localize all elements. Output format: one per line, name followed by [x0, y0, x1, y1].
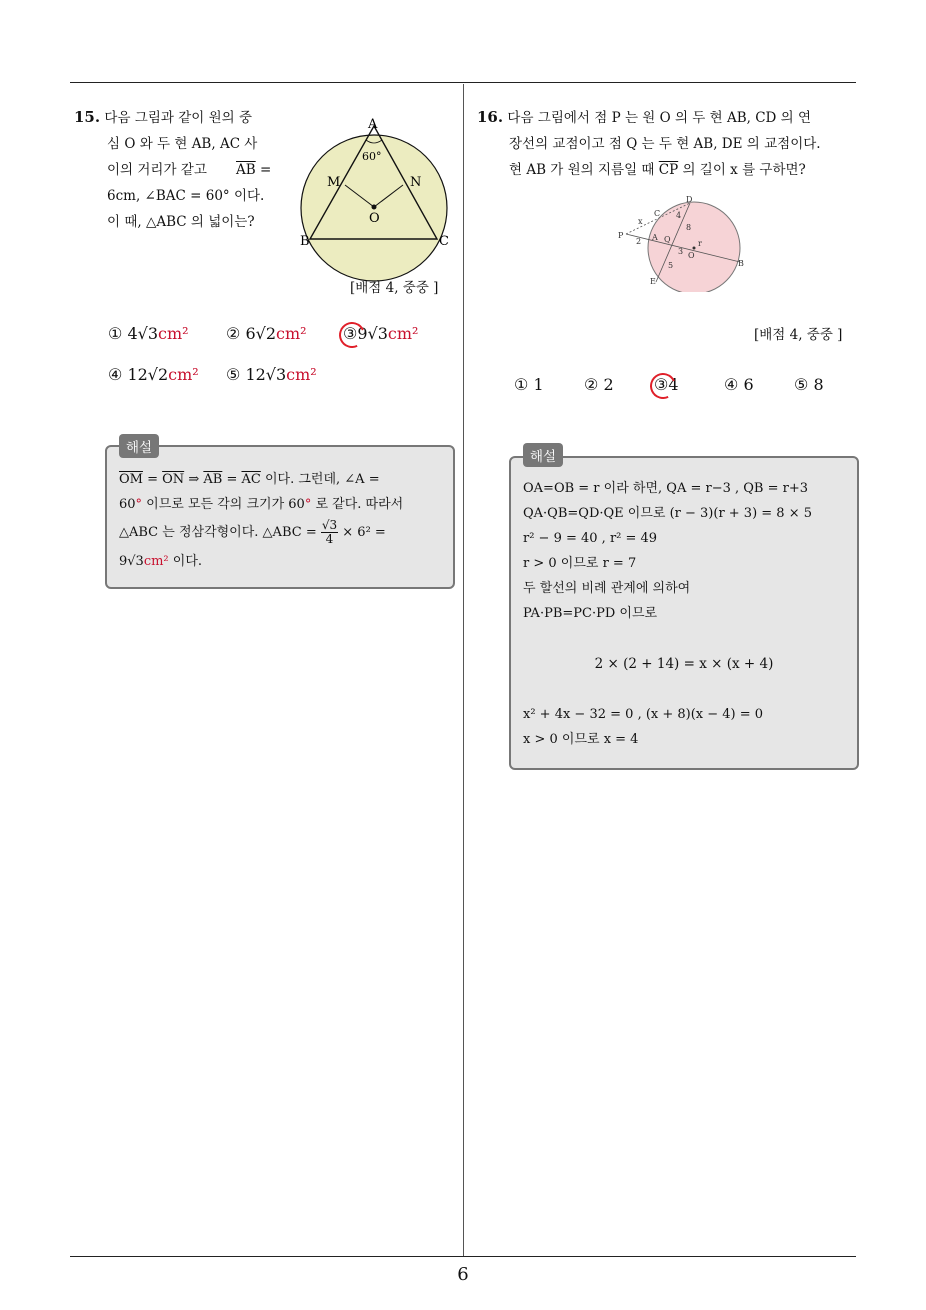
choice-unit: cm² [168, 365, 199, 384]
choice-unit: cm² [387, 324, 419, 343]
q15-center-dot [372, 205, 377, 210]
q16-points: [배점 4, 중중 ] [754, 327, 843, 343]
q16-label-a: A [652, 233, 658, 242]
sol-l2c: 로 같다. 따라서 [311, 497, 404, 512]
choice-value: 12√2 [127, 365, 169, 384]
q16-label-q: Q [664, 235, 671, 244]
q16-label-2: 2 [636, 237, 642, 246]
choice-number: ⑤ [226, 365, 241, 384]
q15-choice-1[interactable] [108, 324, 189, 343]
q16-choice-5[interactable] [794, 375, 824, 394]
choice-number: ⑤ [794, 375, 809, 394]
q15-label-b: B [300, 234, 310, 249]
sol-ac: $\overline{AC}$ [241, 472, 261, 487]
choice-unit: cm² [158, 324, 189, 343]
q15-choice-2[interactable] [226, 324, 307, 343]
q16-label-8: 8 [686, 223, 692, 232]
choice-value: 4 [668, 375, 679, 394]
choice-value: 6√2 [245, 324, 276, 343]
choice-number: ② [226, 324, 241, 343]
q15-choice-5[interactable] [226, 365, 317, 384]
sol-eq: = [142, 472, 163, 487]
sol16-line2: QA·QB=QD·QE 이므로 (r − 3)(r + 3) = 8 × 5 [523, 506, 813, 521]
page-number: 6 [457, 1264, 469, 1285]
q15-choice-4[interactable] [108, 365, 199, 384]
q16-label-5: 5 [668, 261, 674, 270]
q16-label-3: 3 [678, 247, 684, 256]
sol-l2a: 60 [119, 497, 136, 512]
q16-number: 16. [477, 108, 504, 126]
q15-line1: 다음 그림과 같이 원의 중 [104, 110, 252, 126]
choice-number: ④ [108, 365, 123, 384]
sol16-line5: 두 할선의 비례 관계에 의하여 [523, 581, 691, 596]
sol16-line3: r² − 9 = 40 , r² = 49 [523, 531, 658, 546]
sol-eq2: = [222, 472, 242, 487]
sol16-line7: x² + 4x − 32 = 0 , (x + 8)(x − 4) = 0 [523, 707, 764, 722]
sol-l1-rest: 이다. 그런데, ∠A = [260, 472, 380, 487]
q16-label-o: O [688, 251, 695, 260]
q16-line3b: 의 길이 x 를 구하면? [678, 162, 806, 178]
choice-number: ③ [654, 375, 669, 394]
q16-solution-text [523, 476, 853, 626]
choice-number: ③ [343, 324, 358, 343]
sol16-display-equation: 2 × (2 + 14) = x × (x + 4) [594, 656, 774, 672]
q16-label-r: r [698, 239, 702, 248]
q16-center-dot [693, 247, 696, 250]
sol16-line1: OA=OB = r 이라 하면, QA = r−3 , QB = r+3 [523, 481, 809, 496]
q15-solution-text [119, 467, 445, 574]
q15-label-angle: 60° [362, 150, 382, 163]
q16-line3a: 현 AB 가 원의 지름일 때 [509, 162, 655, 178]
choice-value: 6 [743, 375, 754, 394]
choice-number: ② [584, 375, 599, 394]
q16-line1: 다음 그림에서 점 P 는 원 O 의 두 현 AB, CD 의 연 [507, 110, 812, 126]
choice-number: ① [108, 324, 123, 343]
q15-label-o: O [369, 211, 380, 226]
q15-solution-box [105, 445, 455, 589]
choice-value: 12√3 [245, 365, 287, 384]
q16-label-p: P [618, 231, 624, 240]
q16-solution-tag: 해설 [523, 443, 563, 467]
q15-eq-sign: = [255, 162, 272, 178]
sol-ab: $\overline{AB}$ [203, 472, 223, 487]
q15-label-n: N [410, 175, 422, 190]
choice-value: 9√3 [357, 324, 388, 343]
sol-om: $\overline{OM}$ [119, 472, 143, 487]
q15-line3: 이의 거리가 같고 [107, 162, 207, 178]
footer-rule [70, 1256, 856, 1257]
choice-unit: cm² [286, 365, 317, 384]
sol-unit: cm² [143, 554, 169, 569]
sol-deg2: ° [304, 497, 312, 512]
choice-unit: cm² [276, 324, 307, 343]
q15-label-a: A [368, 117, 378, 132]
q16-line2: 장선의 교점이고 점 Q 는 두 현 AB, DE 의 교점이다. [509, 136, 821, 152]
q15-points: [배점 4, 중중 ] [350, 280, 439, 296]
q15-ab: $\overline{AB}$ [236, 162, 256, 178]
sol16-line8: x > 0 이므로 x = 4 [523, 732, 639, 747]
q15-number: 15. [74, 108, 101, 126]
q16-cp: $\overline{CP}$ [658, 162, 679, 178]
q15-figure [296, 108, 466, 300]
choice-value: 2 [603, 375, 614, 394]
q15-solution-tag: 해설 [119, 434, 159, 458]
q16-solution-box [509, 456, 859, 770]
fraction-numerator: √3 [321, 518, 338, 532]
sol-imp: ⇒ [184, 472, 204, 487]
choice-value: 8 [813, 375, 824, 394]
q15-label-c: C [439, 234, 449, 249]
q16-label-e: E [650, 277, 656, 286]
q16-label-c: C [654, 209, 661, 218]
q15-label-m: M [327, 175, 341, 190]
choice-value: 1 [533, 375, 544, 394]
sol-deg: ° [135, 497, 143, 512]
q16-solution-text-2 [523, 702, 853, 752]
sol-l4a: 9√3 [119, 554, 144, 569]
q16-label-x: x [638, 217, 643, 226]
q16-choice-4[interactable] [724, 375, 754, 394]
header-rule [70, 82, 856, 83]
sol-l2b: 이므로 모든 각의 크기가 60 [142, 497, 305, 512]
sol16-line4: r > 0 이므로 r = 7 [523, 556, 637, 571]
q16-choice-1[interactable] [514, 375, 544, 394]
q15-text [74, 104, 289, 235]
q16-text [477, 104, 862, 183]
sol-fraction [321, 519, 338, 546]
q16-label-b: B [738, 259, 744, 268]
choice-value: 4√3 [127, 324, 158, 343]
q15-line4: 6cm, ∠BAC = 60° 이다. [107, 188, 265, 204]
choice-number: ④ [724, 375, 739, 394]
sol-l3a: △ABC 는 정삼각형이다. △ABC = [119, 525, 321, 540]
q15-line2: 심 O 와 두 현 AB, AC 사 [107, 136, 258, 152]
q16-choice-2[interactable] [584, 375, 614, 394]
choice-number: ① [514, 375, 529, 394]
sol-on: $\overline{ON}$ [162, 472, 185, 487]
q16-label-4: 4 [676, 211, 682, 220]
q16-figure [616, 192, 756, 292]
sol-l3b: × 6² = [338, 525, 386, 540]
fraction-denominator: 4 [325, 532, 334, 546]
sol16-line6: PA·PB=PC·PD 이므로 [523, 606, 658, 621]
q15-line5: 이 때, △ABC 의 넓이는? [107, 214, 255, 230]
sol-l4b: 이다. [168, 554, 203, 569]
q16-label-d: D [686, 195, 693, 204]
